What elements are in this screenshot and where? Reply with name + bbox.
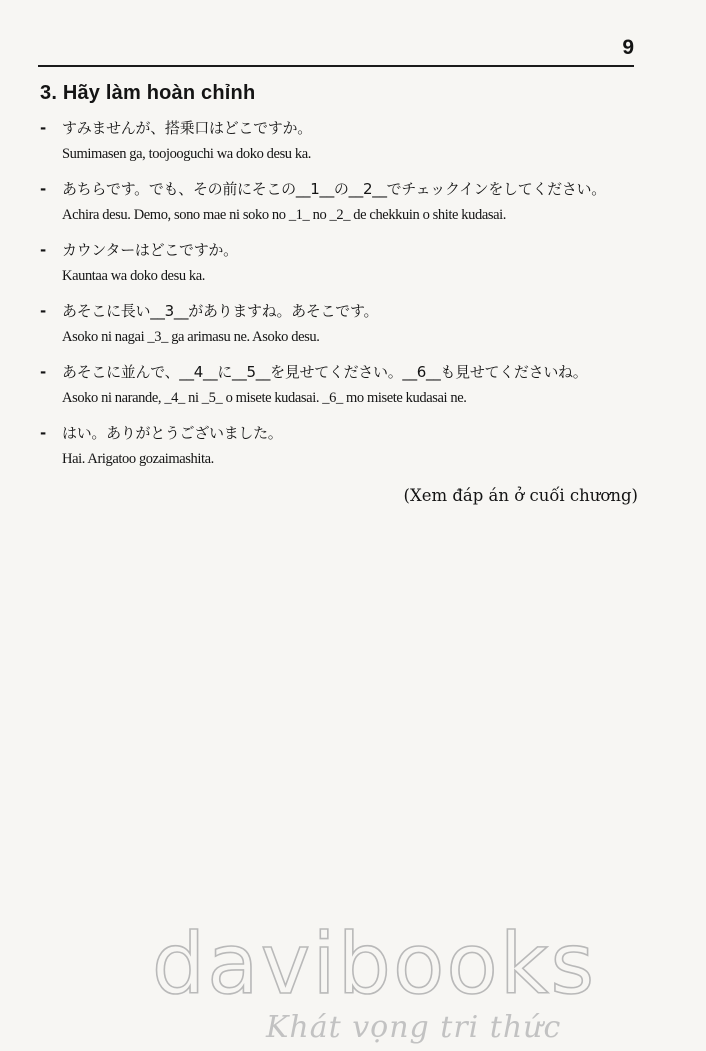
japanese-text: すみませんが、搭乗口はどこですか。 bbox=[62, 119, 312, 137]
dialogue-entry-5 bbox=[40, 361, 660, 422]
page-number: 9 bbox=[622, 36, 634, 59]
japanese-line bbox=[40, 178, 660, 207]
japanese-line bbox=[40, 422, 660, 451]
header-rule bbox=[38, 65, 634, 67]
romaji-line: Sumimasen ga, toojooguchi wa doko desu ka. bbox=[62, 146, 311, 162]
japanese-text: はい。ありがとうございました。 bbox=[62, 424, 283, 442]
dialogue-entry-6 bbox=[40, 422, 660, 483]
watermark-tagline: Khát vọng tri thức bbox=[266, 1010, 562, 1045]
dialogue-entry-4 bbox=[40, 300, 660, 361]
bullet-dash: - bbox=[40, 424, 47, 442]
japanese-text: カウンターはどこですか。 bbox=[62, 241, 238, 259]
bullet-dash: - bbox=[40, 119, 47, 137]
answer-footnote: (Xem đáp án ở cuối chương) bbox=[403, 486, 638, 505]
japanese-text: あそこに並んで、__4__に__5__を見せてください。__6__も見せてくださいね。 bbox=[62, 363, 588, 381]
japanese-text: あそこに長い__3__がありますね。あそこです。 bbox=[62, 302, 379, 320]
watermark-brand: davibooks bbox=[151, 915, 597, 1013]
romaji-line: Asoko ni nagai _3_ ga arimasu ne. Asoko desu. bbox=[62, 329, 320, 345]
dialogue-entry-3 bbox=[40, 239, 660, 300]
dialogue-entry-2 bbox=[40, 178, 660, 239]
romaji-line: Kauntaa wa doko desu ka. bbox=[62, 268, 206, 284]
section-title: 3. Hãy làm hoàn chỉnh bbox=[40, 82, 256, 104]
bullet-dash: - bbox=[40, 363, 47, 381]
watermark bbox=[0, 915, 706, 1045]
dialogue-entry-1 bbox=[40, 117, 660, 178]
japanese-line bbox=[40, 239, 660, 268]
japanese-text: あちらです。でも、その前にそこの__1__の__2__でチェックインをしてください。 bbox=[62, 180, 606, 198]
bullet-dash: - bbox=[40, 241, 47, 259]
japanese-line bbox=[40, 361, 660, 390]
romaji-line: Achira desu. Demo, sono mae ni soko no _1_ no _2_ de chekkuin o shite kudasai. bbox=[62, 207, 506, 223]
romaji-line: Asoko ni narande, _4_ ni _5_ o misete kudasai. _6_ mo misete kudasai ne. bbox=[62, 390, 467, 406]
bullet-dash: - bbox=[40, 180, 47, 198]
romaji-line: Hai. Arigatoo gozaimashita. bbox=[62, 451, 214, 467]
bullet-dash: - bbox=[40, 302, 47, 320]
dialogue-list bbox=[40, 117, 660, 483]
japanese-line bbox=[40, 117, 660, 146]
japanese-line bbox=[40, 300, 660, 329]
